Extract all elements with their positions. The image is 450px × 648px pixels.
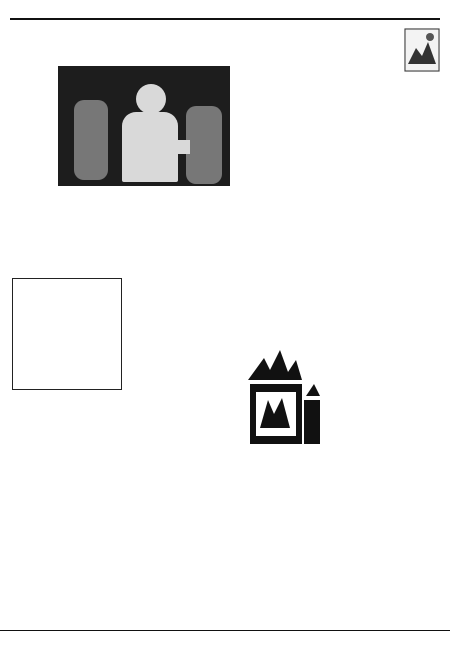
right-lower-text [362, 292, 440, 626]
lead-text-column [12, 182, 56, 278]
reprint-text [17, 317, 117, 385]
footer [0, 630, 450, 644]
lead-text-column [232, 62, 276, 260]
reprint-text [12, 394, 68, 464]
right-text-column [354, 112, 404, 290]
right-lower-text [282, 292, 362, 338]
right-text-column [406, 78, 442, 290]
lead-text-column [64, 198, 120, 262]
emblem-icon [404, 28, 440, 72]
top-rule [10, 18, 440, 20]
left-lower-text [12, 466, 120, 626]
right-intro-text [282, 28, 400, 78]
right-lower-text [302, 340, 358, 626]
corner-emblem [404, 28, 440, 72]
poem-text [184, 310, 240, 620]
right-text-column [282, 80, 352, 290]
poem-text [124, 350, 180, 620]
lead-text-column [124, 198, 176, 262]
reprint-box [12, 278, 122, 390]
lead-text-column [180, 198, 230, 308]
lead-photo [58, 66, 230, 186]
lead-text-column [12, 70, 56, 178]
right-lower-text [244, 466, 300, 626]
